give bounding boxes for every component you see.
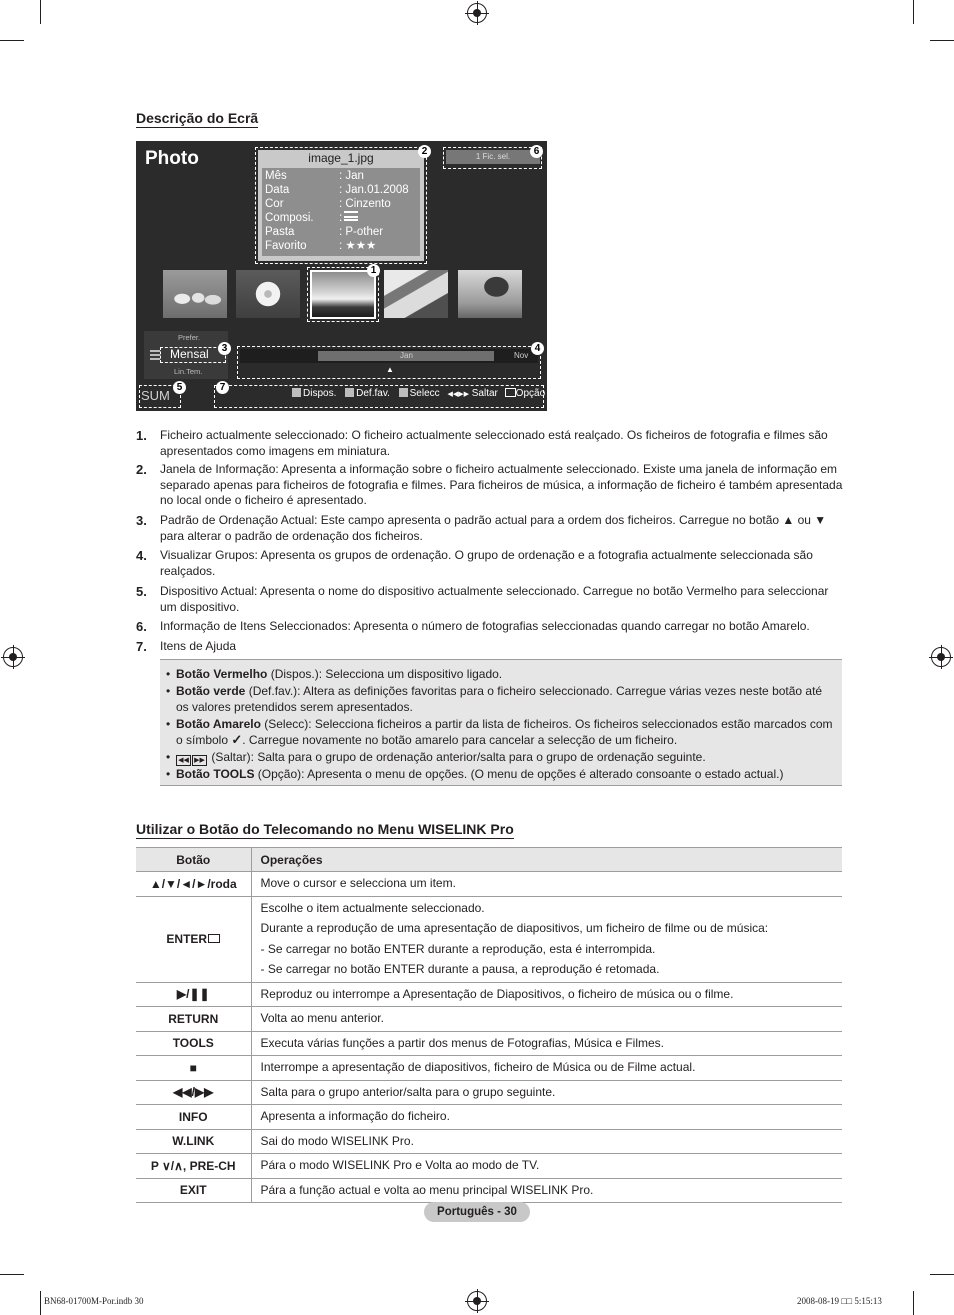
selected-count: 1 Fic. sel. <box>446 150 540 164</box>
checkmark-icon: ✓ <box>231 732 243 747</box>
button-cell: TOOLS <box>136 1031 251 1056</box>
button-cell: ▶/❚❚ <box>136 982 251 1007</box>
operation-cell: Pára a função actual e volta ao menu principal WISELINK Pro. <box>251 1178 842 1203</box>
thumbnail-sheep[interactable] <box>163 270 227 318</box>
help-yellow: Selecc <box>409 388 440 399</box>
crop-mark <box>913 0 914 24</box>
footer-file-info: BN68-01700M-Por.indb 30 <box>44 1296 144 1306</box>
info-row: Favorito : ★★★ <box>265 240 377 252</box>
timeline-label-end: Nov <box>514 351 529 360</box>
crop-mark <box>913 1291 914 1315</box>
info-filename: image_1.jpg <box>308 151 374 165</box>
button-cell: INFO <box>136 1105 251 1130</box>
table-row <box>136 872 842 897</box>
callout-box-groups <box>237 346 541 379</box>
enter-icon <box>208 934 220 943</box>
callout-badge: 3 <box>218 342 231 355</box>
help-bullet: • Botão verde (Def.fav.): Altera as definições favoritas para o ficheiro seleccionado. Carregue várias vezes neste botão até os valores pretendidos serem apresentados. <box>166 684 823 714</box>
callout-badge: 5 <box>173 381 186 394</box>
table-row <box>136 982 842 1007</box>
thumbnail-flower[interactable] <box>236 270 300 318</box>
table-header-row <box>136 848 842 872</box>
table-row <box>136 1178 842 1203</box>
column-header-button: Botão <box>136 848 251 872</box>
tv-screen-illustration <box>136 141 547 411</box>
operation-cell: Sai do modo WISELINK Pro. <box>251 1129 842 1154</box>
page-number-label: Português - 30 <box>424 1202 530 1222</box>
table-row <box>136 1105 842 1130</box>
crop-mark <box>930 1274 954 1275</box>
section-heading-remote-buttons: Utilizar o Botão do Telecomando no Menu WISELINK Pro <box>136 821 514 837</box>
fast-forward-icon: ▶▶ <box>192 755 207 766</box>
operation-cell: Executa várias funções a partir dos menus de Fotografias, Música e Filmes. <box>251 1031 842 1056</box>
callout-badge: 6 <box>530 145 543 158</box>
operation-cell: Volta ao menu anterior. <box>251 1007 842 1032</box>
timeline-pointer-icon: ▲ <box>386 365 394 374</box>
crop-mark <box>40 0 41 24</box>
button-cell: W.LINK <box>136 1129 251 1154</box>
sort-list-icon <box>150 350 160 360</box>
button-cell: ENTER <box>136 896 251 982</box>
help-red: Dispos. <box>303 388 337 399</box>
table-row <box>136 1056 842 1081</box>
crop-mark <box>930 40 954 41</box>
thumbnail-palm[interactable] <box>458 270 522 318</box>
remote-buttons-table <box>136 847 842 1203</box>
footer-timestamp: 2008-08-19 □□ 5:15:13 <box>797 1296 882 1306</box>
skip-icon: ◀◀▶▶ <box>447 391 469 398</box>
table-row <box>136 896 842 982</box>
list-item: 7. Itens de Ajuda <box>136 639 237 654</box>
sort-option-below: Lin.Tem. <box>174 367 203 376</box>
column-header-operations: Operações <box>251 848 842 872</box>
callout-box-selected <box>443 147 542 169</box>
table-row <box>136 1080 842 1105</box>
info-row: Data : Jan.01.2008 <box>265 184 409 196</box>
sort-current-value: Mensal <box>170 347 209 361</box>
list-item: 2. Janela de Informação: Apresenta a informação sobre o ficheiro actualmente seleccionado. Existe uma janela de informação em separado apenas para ficheiros de fotografia e filmes. Para ficheiros de música, a informação de ficheiro é também apresentada no local onde o ficheiro é apresentado. <box>136 462 843 507</box>
table-row <box>136 1007 842 1032</box>
table-row <box>136 1031 842 1056</box>
button-cell: ■ <box>136 1056 251 1081</box>
callout-badge: 2 <box>418 145 431 158</box>
operation-cell: Move o cursor e selecciona um item. <box>251 872 842 897</box>
registration-mark-icon <box>467 1291 487 1311</box>
help-tools: Opção <box>515 388 546 399</box>
screen-title: Photo <box>145 148 199 169</box>
help-bullet: • Botão TOOLS (Opção): Apresenta o menu de opções. (O menu de opções é alterado consoante o estado actual.) <box>166 767 784 781</box>
thumbnail-mountain[interactable] <box>384 270 448 318</box>
table-row <box>136 1129 842 1154</box>
operation-cell: Apresenta a informação do ficheiro. <box>251 1105 842 1130</box>
crop-mark <box>40 1291 41 1315</box>
help-bullet: • ◀◀ ▶▶ (Saltar): Salta para o grupo de ordenação anterior/salta para o grupo de ordenação seguinte. <box>166 750 706 764</box>
operation-cell: Pára o modo WISELINK Pro e Volta ao modo de TV. <box>251 1154 842 1179</box>
help-bullet: • Botão Amarelo (Selecc): Selecciona ficheiros a partir da lista de ficheiros. Os ficheiros seleccionados estão marcados com o símbolo ✓. Carregue novamente no botão amarelo para cancelar a selecção de um ficheiro. <box>166 717 833 747</box>
list-item: 4. Visualizar Grupos: Apresenta os grupos de ordenação. O grupo de ordenação e a fotografia actualmente seleccionada são realçados. <box>136 548 813 578</box>
operation-cell: Salta para o grupo anterior/salta para o grupo seguinte. <box>251 1080 842 1105</box>
crop-mark <box>0 40 24 41</box>
info-row: Mês : Jan <box>265 170 364 182</box>
help-bullet: • Botão Vermelho (Dispos.): Selecciona um dispositivo ligado. <box>166 667 503 681</box>
registration-mark-icon <box>467 3 487 23</box>
callout-badge: 1 <box>367 264 380 277</box>
timeline-label-mid: Jan <box>400 351 413 360</box>
operation-cell: Escolhe o item actualmente seleccionado. Durante a reprodução de uma apresentação de diapositivos, um ficheiro de filme ou de música: - Se carregar no botão ENTER durante a reprodução, esta é interrompida. - Se carregar no botão ENTER durante a pausa, a reprodução é retomada. <box>251 896 842 982</box>
info-row: Pasta : P-other <box>265 226 384 238</box>
rewind-icon: ◀◀ <box>176 755 191 766</box>
crop-mark <box>0 1274 24 1275</box>
list-item: 6. Informação de Itens Seleccionados: Apresenta o número de fotografias seleccionadas quando carregar no botão Amarelo. <box>136 619 810 634</box>
button-cell: ◀◀/▶▶ <box>136 1080 251 1105</box>
button-cell: ▲/▼/◄/►/roda <box>136 872 251 897</box>
registration-mark-icon <box>931 647 951 667</box>
button-cell: P ∨/∧, PRE-CH <box>136 1154 251 1179</box>
registration-mark-icon <box>3 647 23 667</box>
button-cell: EXIT <box>136 1178 251 1203</box>
callout-box-help <box>214 385 544 408</box>
help-green: Def.fav. <box>356 388 390 399</box>
callout-box-sort <box>160 347 226 363</box>
operation-cell: Reproduz ou interrompe a Apresentação de Diapositivos, o ficheiro de música ou o filme. <box>251 982 842 1007</box>
callout-badge: 4 <box>531 342 544 355</box>
callout-box-info <box>255 147 427 264</box>
list-item: 1. Ficheiro actualmente seleccionado: O ficheiro actualmente seleccionado está realçado. Os ficheiros de fotografia e filmes são apresentados como imagens em miniatura. <box>136 428 828 458</box>
button-cell: RETURN <box>136 1007 251 1032</box>
current-device[interactable]: SUM <box>141 388 170 403</box>
section-heading-screen-description: Descrição do Ecrã <box>136 110 259 126</box>
list-item: 5. Dispositivo Actual: Apresenta o nome do dispositivo actualmente seleccionado. Carregue no botão Vermelho para seleccionar um dispositivo. <box>136 584 829 614</box>
table-row <box>136 1154 842 1179</box>
info-row: Composi. : <box>265 211 358 225</box>
list-item: 3. Padrão de Ordenação Actual: Este campo apresenta o padrão actual para a ordem dos ficheiros. Carregue no botão ▲ ou ▼ para alterar o padrão de ordenação dos ficheiros. <box>136 513 827 543</box>
sort-option-above: Prefer. <box>178 333 201 342</box>
help-skip: Saltar <box>471 388 498 399</box>
info-row: Cor : Cinzento <box>265 198 391 210</box>
help-items-box <box>160 659 842 786</box>
operation-cell: Interrompe a apresentação de diapositivos, ficheiro de Música ou de Filme actual. <box>251 1056 842 1081</box>
callout-badge: 7 <box>216 381 229 394</box>
